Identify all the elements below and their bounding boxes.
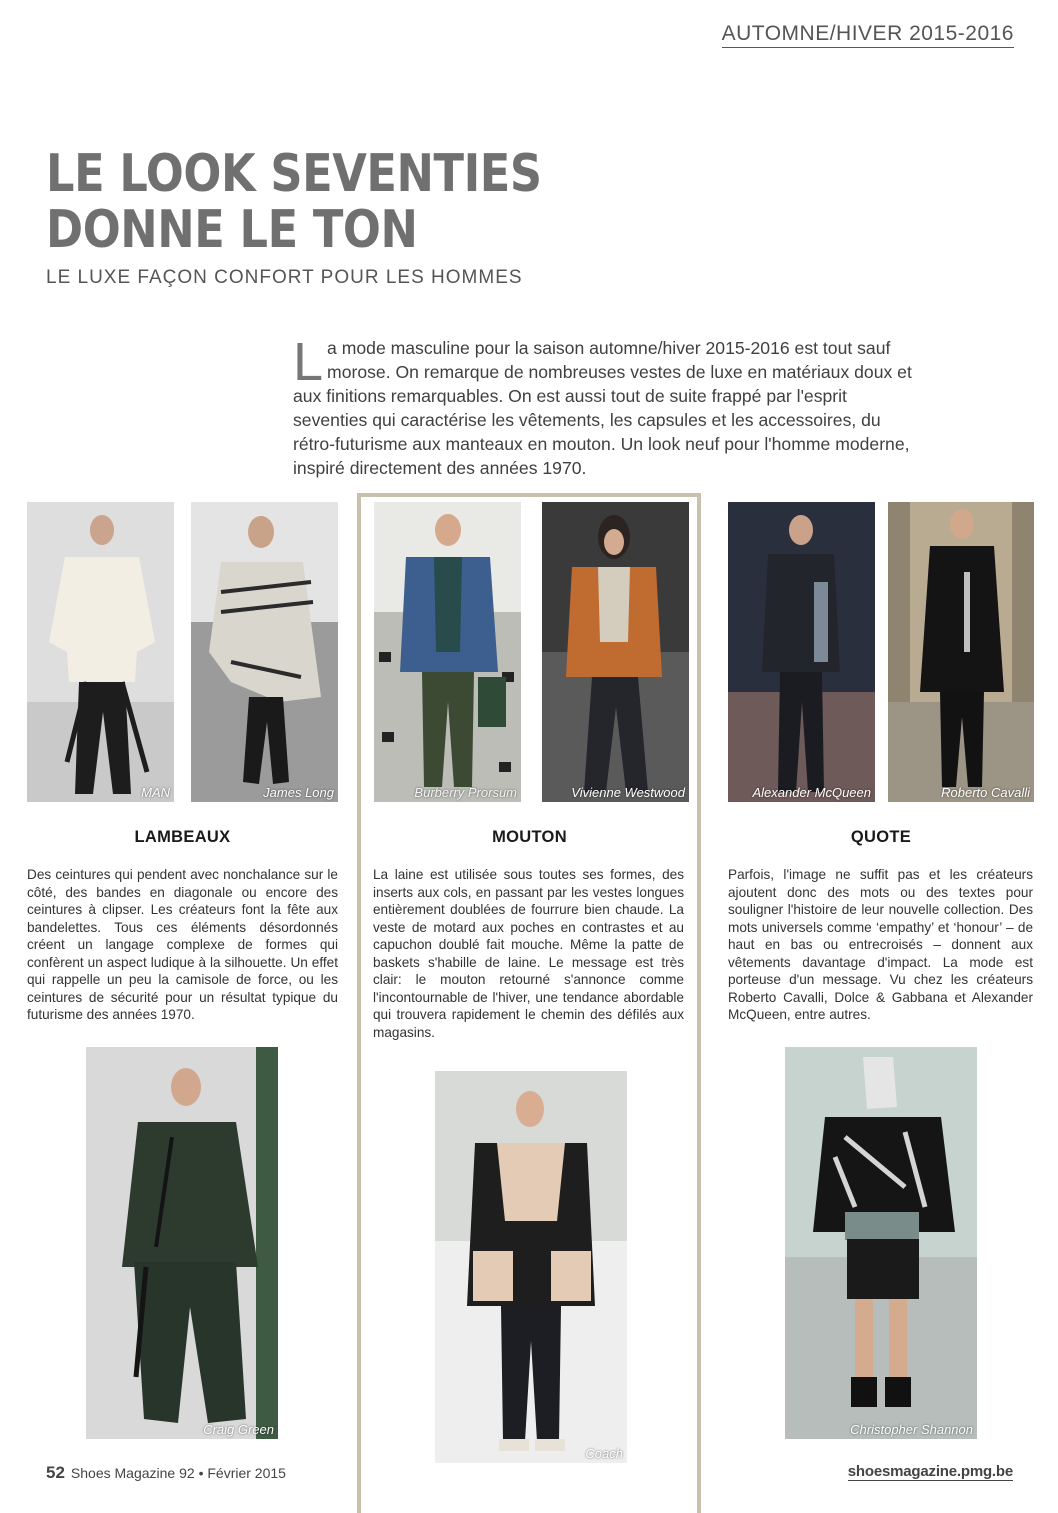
runway-photo-shannon-image <box>785 1047 977 1439</box>
runway-photo-westwood-image <box>542 502 689 802</box>
runway-photo-burberry-image <box>374 502 521 802</box>
section-title-lambeaux: LAMBEAUX <box>134 828 231 846</box>
photo-coach <box>435 1071 627 1463</box>
photo-credit-burberry: Burberry Prorsum <box>414 785 517 800</box>
page-number: 52 <box>46 1463 65 1482</box>
title-line-2: DONNE LE TON <box>46 200 418 260</box>
photo-credit-westwood: Vivienne Westwood <box>571 785 685 800</box>
intro-text: a mode masculine pour la saison automne/hiver 2015-2016 est tout sauf morose. On remarque de nombreuses vestes de luxe en matériaux doux et aux finitions remarquables. On est aussi tout de suite frappé par l'esprit seventies qui caractérise les vêtements, les capsules et les accessoires, du rétro-futurisme aux manteaux en mouton. Un look neuf pour l'homme moderne, inspiré directement des années 1970. <box>293 338 912 478</box>
runway-photo-coach-image <box>435 1071 627 1463</box>
section-title-quote: QUOTE <box>850 828 912 846</box>
photo-credit-james-long: James Long <box>263 785 334 800</box>
photo-craig-green <box>86 1047 278 1439</box>
photo-cavalli <box>888 502 1034 802</box>
footer-publication <box>46 1463 286 1483</box>
photo-shannon <box>785 1047 977 1439</box>
photo-mcqueen <box>728 502 875 802</box>
title-line-1: LE LOOK SEVENTIES <box>46 144 542 204</box>
website-link[interactable]: shoesmagazine.pmg.be <box>847 1463 1013 1480</box>
runway-photo-mcqueen-image <box>728 502 875 802</box>
section-text-mouton: La laine est utilisée sous toutes ses formes, des inserts aux cols, en passant par les vestes longues entièrement doublées de fourrure bien chaude. La veste de motard aux poches en contrastes et au capuchon doublé fait mouche. Même la patte de baskets s'habille de laine. Le message est très clair: le mouton retourné s'annonce comme l'incontournable de l'hiver, une tendance abordable qui trouvera rapidement le chemin des défilés aux magasins. <box>373 867 684 1040</box>
photo-credit-mcqueen: Alexander McQueen <box>752 785 871 800</box>
photo-credit-craig-green: Craig Green <box>203 1422 274 1437</box>
section-text-quote: Parfois, l'image ne suffit pas et les créateurs ajoutent donc des mots ou des textes pour souligner l'histoire de leur nouvelle collection. Des mots universels comme ‘empathy’ et ‘honour’ – de haut en bas ou entrecroisés – donnent aux vêtements davantage d'impact. La mode est porteuse d'un message. Vu chez les créateurs Roberto Cavalli, Dolce & Gabbana et Alexander McQueen, entre autres. <box>728 867 1033 1022</box>
photo-credit-shannon: Christopher Shannon <box>850 1422 973 1437</box>
photo-credit-coach: Coach <box>585 1446 623 1461</box>
runway-photo-man-image <box>27 502 174 802</box>
intro-paragraph <box>293 332 913 480</box>
runway-photo-james-long-image <box>191 502 338 802</box>
drop-cap: L <box>293 332 324 392</box>
photo-credit-cavalli: Roberto Cavalli <box>941 785 1030 800</box>
publication-info: Shoes Magazine 92 • Février 2015 <box>70 1465 286 1481</box>
article-title <box>46 146 542 258</box>
season-label: AUTOMNE/HIVER 2015-2016 <box>722 22 1014 48</box>
photo-burberry <box>374 502 521 802</box>
photo-credit-man: MAN <box>141 785 170 800</box>
photo-james-long <box>191 502 338 802</box>
section-text-lambeaux: Des ceintures qui pendent avec nonchalance sur le côté, des bandes en diagonale ou encore des ceintures à clipser. Les créateurs font la fête aux bandelettes. Tous ces éléments désordonnés créent un langage complexe de formes qui confèrent un aspect ludique à la silhouette. Un effet qui rappelle un peu la camisole de force, ou les ceintures de sécurité pour un résultat typique du futurisme des années 1970. <box>27 867 338 1022</box>
photo-westwood <box>542 502 689 802</box>
runway-photo-cavalli-image <box>888 502 1034 802</box>
photo-man <box>27 502 174 802</box>
runway-photo-craig-green-image <box>86 1047 278 1439</box>
article-subtitle: LE LUXE FAÇON CONFORT POUR LES HOMMES <box>46 267 523 288</box>
section-title-mouton: MOUTON <box>492 828 567 846</box>
